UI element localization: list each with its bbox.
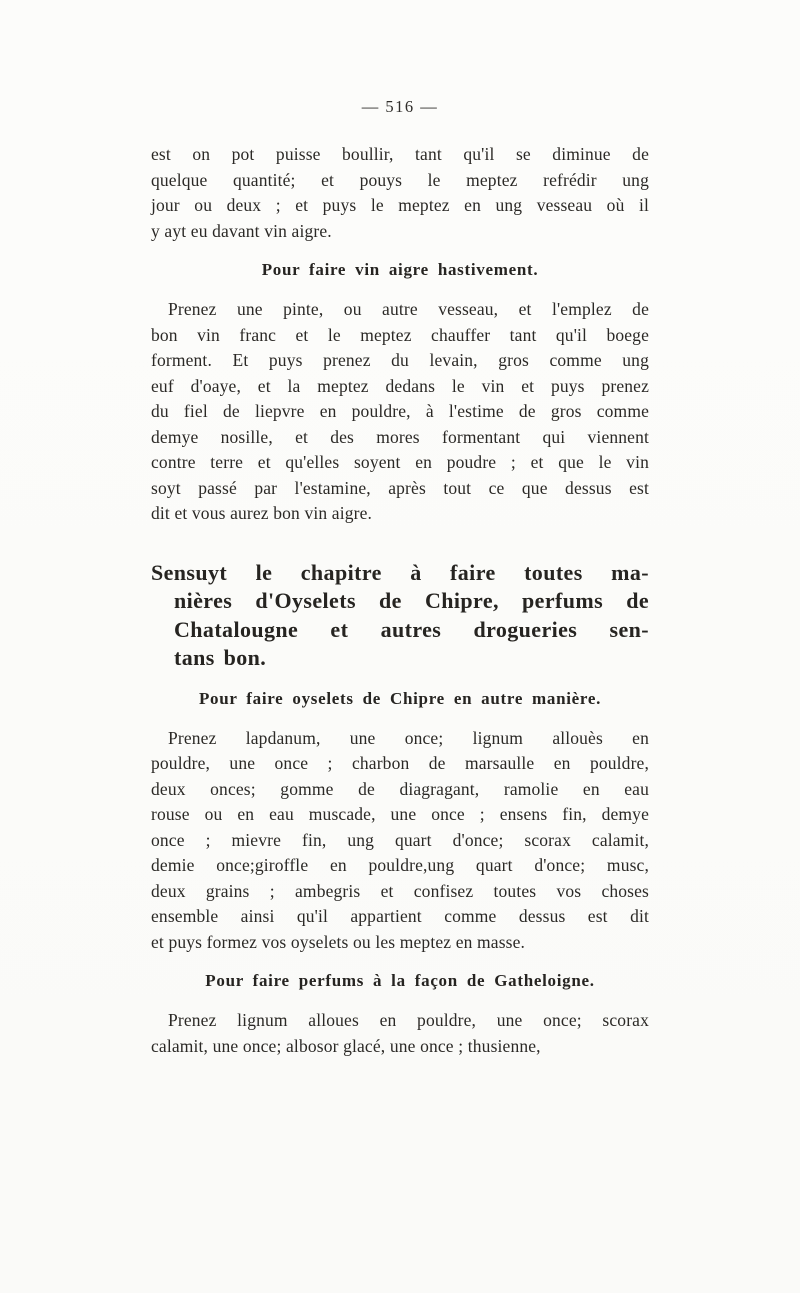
text-line: dit et vous aurez bon vin aigre. xyxy=(151,503,373,523)
text-line: Sensuyt le chapitre à faire toutes ma- xyxy=(151,559,649,585)
text-line: et puys formez vos oyselets ou les meptez en masse. xyxy=(151,931,526,952)
text-line: deux grains ; ambegris et confisez toutes vos choses xyxy=(151,880,649,901)
text-line: y ayt eu davant vin aigre. xyxy=(151,220,332,241)
text-line: tans bon. xyxy=(174,645,267,670)
text-line: demye nosille, et des mores formentant qui viennent xyxy=(151,426,649,447)
text-line: bon vin franc et le meptez chauffer tant qu'il boege xyxy=(151,324,649,345)
text-line: quelque quantité; et pouys le meptez refrédir ung xyxy=(151,169,649,190)
text-column xyxy=(151,0,649,1059)
page-content xyxy=(151,142,649,1059)
text-line: deux onces; gomme de diagragant, ramolie en eau xyxy=(151,778,649,799)
text-line: once ; mievre fin, ung quart d'once; scorax calamit, xyxy=(151,829,649,850)
page-number: — 516 — xyxy=(361,97,439,116)
text-line: pouldre, une once ; charbon de marsaulle en pouldre, xyxy=(151,753,649,773)
text-line: du fiel de liepvre en pouldre, à l'estime de gros comme xyxy=(151,401,649,421)
body-paragraph xyxy=(151,1008,649,1059)
text-line: rouse ou en eau muscade, une once ; ensens fin, demye xyxy=(151,804,649,824)
text-line: forment. Et puys prenez du levain, gros comme ung xyxy=(151,350,649,370)
text-line: calamit, une once; albosor glacé, une once ; thusienne, xyxy=(151,1035,541,1056)
text-line: contre terre et qu'elles soyent en poudre ; et que le vin xyxy=(151,452,649,472)
body-paragraph xyxy=(151,297,649,527)
text-line: demie once;giroffle en pouldre,ung quart d'once; musc, xyxy=(151,855,649,875)
text-line: Prenez lapdanum, une once; lignum allouès en xyxy=(168,727,649,748)
body-paragraph xyxy=(151,142,649,244)
text-line: est on pot puisse boullir, tant qu'il se diminue de xyxy=(151,144,649,164)
section-heading: Pour faire vin aigre hastivement. xyxy=(261,260,539,279)
chapter-heading xyxy=(151,559,649,673)
text-line: ensemble ainsi qu'il appartient comme dessus est dit xyxy=(151,906,649,926)
text-line: soyt passé par l'estamine, après tout ce que dessus est xyxy=(151,477,649,498)
body-paragraph xyxy=(151,726,649,956)
text-line: jour ou deux ; et puys le meptez en ung vesseau où il xyxy=(151,195,649,215)
text-line: Prenez lignum alloues en pouldre, une once; scorax xyxy=(168,1010,649,1030)
text-line: Chatalougne et autres drogueries sen- xyxy=(174,616,649,642)
section-heading: Pour faire oyselets de Chipre en autre manière. xyxy=(198,688,602,708)
text-line: nières d'Oyselets de Chipre, perfums de xyxy=(174,588,649,613)
text-line: Prenez une pinte, ou autre vesseau, et l'emplez de xyxy=(168,299,649,319)
text-line: euf d'oaye, et la meptez dedans le vin et puys prenez xyxy=(151,375,649,396)
section-heading: Pour faire perfums à la façon de Gatheloigne. xyxy=(205,971,595,990)
